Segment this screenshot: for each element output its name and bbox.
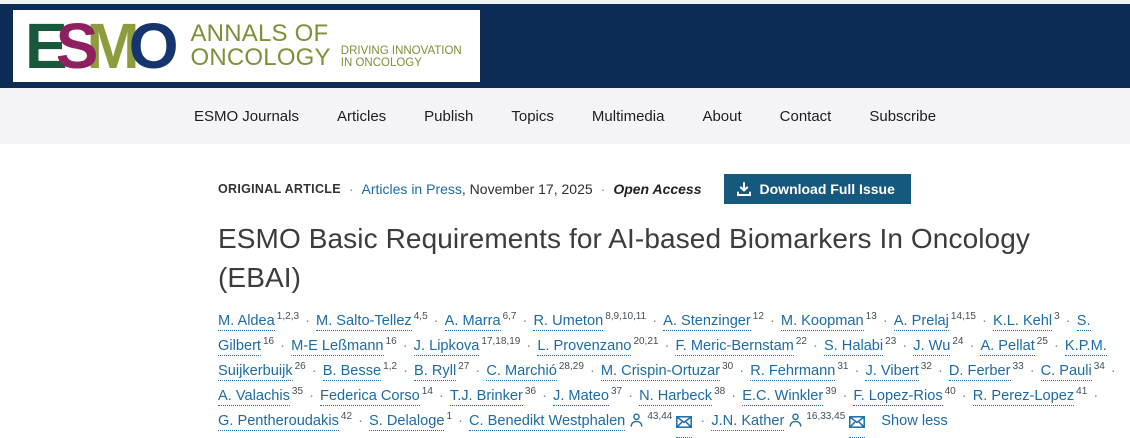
author-affiliation-superscript: 26 [294,361,306,373]
author-link[interactable]: K.P.M. Suijkerbuijk [218,338,1107,380]
journal-name [190,22,330,69]
author-entry [711,413,867,429]
author-entry [949,363,1024,379]
author-affiliation-superscript: 23 [885,336,897,348]
author-affiliation-superscript: 8,9,10,11 [605,311,647,323]
author-affiliation-superscript: 39 [825,386,837,398]
author-affiliation-superscript: 36 [524,386,537,398]
author-separator: · [957,388,971,405]
author-link[interactable]: M-E Leßmann [291,338,384,355]
author-link[interactable]: R. Umeton [533,313,604,330]
author-affiliation-superscript: 20,21 [633,336,659,348]
esmo-logo-letter: E [25,10,64,82]
author-entry [913,338,963,354]
author-entry [218,413,352,429]
articles-in-press-link[interactable]: Articles in Press [361,181,462,197]
author-link[interactable]: J. Mateo [553,388,609,405]
author-separator: · [354,413,367,430]
author-separator: · [696,413,710,430]
author-affiliation-superscript: 1,2 [383,361,398,373]
author-link[interactable]: J. Lipkova [413,338,480,355]
author-affiliation-superscript: 6,7 [502,311,517,323]
author-link[interactable]: A. Marra [444,313,501,330]
author-entry [445,313,517,329]
author-link[interactable]: C. Pauli [1040,363,1092,380]
author-affiliation-superscript: 12 [752,311,764,323]
nav-item-articles[interactable]: Articles [336,107,387,125]
nav-item-about[interactable]: About [702,107,742,125]
author-link[interactable]: J. Vibert [865,363,919,380]
author-affiliation-superscript: 41 [1076,386,1088,398]
author-affiliation-superscript: 24 [952,336,964,348]
author-entry [486,363,584,379]
author-affiliation-superscript: 30 [722,361,734,373]
author-affiliation-superscript: 14,15 [950,311,976,323]
author-separator: · [727,388,741,405]
author-link[interactable]: G. Pentheroudakis [218,413,339,430]
author-affiliation-superscript: 32 [920,361,932,373]
author-affiliation-superscript: 16,33,45 [806,411,846,423]
meta-separator: · [348,181,354,197]
author-separator: · [434,388,448,405]
author-link[interactable]: S. Gilbert [218,313,1091,355]
author-separator: · [1049,338,1063,355]
author-entry [320,388,433,404]
author-entry [993,313,1060,329]
author-entry [1041,363,1105,379]
nav-item-esmo-journals[interactable]: ESMO Journals [193,107,299,125]
author-separator: · [1106,363,1116,380]
nav-item-contact[interactable]: Contact [779,107,832,125]
nav-item-topics[interactable]: Topics [511,107,554,125]
author-link[interactable]: L. Provenzano [537,338,632,355]
esmo-logo-letter: S [55,10,95,82]
author-affiliation-superscript: 16 [385,336,397,348]
author-link[interactable]: N. Harbeck [639,388,713,405]
author-entry [291,338,397,354]
author-separator: · [307,363,321,380]
author-link[interactable]: A. Pellat [980,338,1035,355]
author-separator: · [977,313,991,330]
author-entry [980,338,1047,354]
author-entry [865,363,931,379]
author-affiliation-superscript: 42 [340,411,353,423]
author-separator: · [624,388,638,405]
esmo-logo-letter: M [86,10,136,82]
author-separator: · [965,338,979,355]
main-nav [0,88,1130,144]
author-link[interactable]: A. Stenzinger [663,313,751,330]
author-entry [973,388,1088,404]
journal-banner [0,4,1130,88]
author-separator: · [765,313,779,330]
download-icon [736,182,752,197]
author-separator: · [301,313,315,330]
author-affiliation-superscript: 4,5 [413,311,428,323]
author-separator: · [878,313,892,330]
author-separator: · [399,363,413,380]
esmo-logo [25,10,175,82]
author-entry [750,363,848,379]
author-link[interactable]: B. Besse [322,363,382,380]
author-link[interactable]: J.N. Kather [711,413,785,430]
author-profile-icon[interactable] [630,411,643,436]
nav-item-multimedia[interactable]: Multimedia [591,107,665,125]
open-access-badge: Open Access [613,181,702,197]
author-affiliation-superscript: 27 [458,361,470,373]
author-link[interactable]: M. Salto-Tellez [316,313,412,330]
author-entry [450,388,536,404]
author-affiliation-superscript: 33 [1012,361,1024,373]
author-entry [663,313,764,329]
author-link[interactable]: K.L. Kehl [992,313,1053,330]
author-separator: · [660,338,674,355]
article-meta-row [218,174,1116,204]
author-affiliation-superscript: 25 [1036,336,1048,348]
author-entry [824,338,896,354]
author-link[interactable]: R. Fehrmann [750,363,836,380]
author-separator: · [471,363,485,380]
author-separator: · [898,338,912,355]
author-entry [316,313,428,329]
journal-name-line1: ANNALS OF [190,20,329,48]
author-email-icon[interactable] [849,412,865,438]
author-link[interactable]: R. Perez-Lopez [972,388,1075,405]
author-separator: · [933,363,947,380]
author-entry [533,313,646,329]
author-affiliation-superscript: 34 [1093,361,1105,373]
author-affiliation-superscript: 43,44 [647,411,673,423]
author-link[interactable]: C. Marchió [486,363,557,380]
author-affiliation-superscript: 37 [610,386,623,398]
author-affiliation-superscript: 16 [262,336,275,348]
author-entry [894,313,976,329]
author-affiliation-superscript: 38 [714,386,726,398]
meta-separator: · [600,181,606,197]
publication-date: , November 17, 2025 [461,181,593,197]
journal-name-line2: ONCOLOGY [190,44,331,71]
author-link[interactable]: E.C. Winkler [742,388,824,405]
author-separator: · [735,363,749,380]
author-entry [853,388,955,404]
author-link[interactable]: Federica Corso [320,388,420,405]
journal-tagline [341,45,462,69]
author-affiliation-superscript: 3 [1054,311,1060,323]
author-affiliation-superscript: 1 [446,411,453,423]
author-separator: · [518,313,532,330]
author-entry [369,413,452,429]
author-link[interactable]: A. Valachis [218,388,290,405]
author-separator: · [1025,363,1039,380]
author-affiliation-superscript: 13 [865,311,877,323]
author-link[interactable]: C. Benedikt Westphalen [469,413,626,430]
article-type-label: ORIGINAL ARTICLE [218,182,341,196]
author-entry [537,338,658,354]
author-profile-icon[interactable] [789,411,802,436]
author-link[interactable]: B. Ryll [414,363,457,380]
tagline-line1: DRIVING INNOVATION [340,44,462,57]
author-list [218,309,1116,438]
author-entry [218,313,299,329]
author-link[interactable]: D. Ferber [948,363,1011,380]
author-entry [469,413,694,429]
author-email-icon[interactable] [676,412,692,438]
author-entry [742,388,836,404]
author-entry [414,363,469,379]
author-link[interactable]: T.J. Brinker [449,388,523,405]
show-less-link[interactable]: Show less [881,413,948,430]
author-entry [675,338,807,354]
author-link[interactable]: S. Halabi [823,338,884,355]
nav-item-publish[interactable]: Publish [424,107,474,125]
author-separator: · [648,313,662,330]
author-separator: · [454,413,467,430]
author-affiliation-superscript: 14 [421,386,433,398]
author-link[interactable]: A. Prelaj [893,313,949,330]
author-link[interactable]: S. Delaloge [369,413,445,430]
author-affiliation-superscript: 28,29 [558,361,584,373]
author-separator: · [538,388,551,405]
author-link[interactable]: F. Lopez-Rios [853,388,943,405]
nav-item-subscribe[interactable]: Subscribe [869,107,937,125]
author-entry [781,313,877,329]
author-link[interactable]: F. Meric-Bernstam [675,338,794,355]
author-separator: · [585,363,599,380]
author-affiliation-superscript: 1,2,3 [276,311,300,323]
author-separator: · [850,363,864,380]
author-separator: · [1089,388,1099,405]
author-entry [323,363,397,379]
author-affiliation-superscript: 22 [795,336,807,348]
author-separator: · [838,388,852,405]
author-separator: · [305,388,319,405]
author-entry [639,388,725,404]
author-separator: · [429,313,443,330]
author-entry [414,338,521,354]
author-separator: · [276,338,290,355]
author-affiliation-superscript: 40 [944,386,956,398]
journal-logo-box[interactable] [13,10,480,82]
author-entry [218,388,303,404]
author-entry [553,388,622,404]
download-full-issue-button[interactable] [724,174,911,204]
author-separator: · [398,338,412,355]
author-affiliation-superscript: 31 [837,361,849,373]
author-separator: · [522,338,536,355]
author-link[interactable]: M. Koopman [780,313,864,330]
author-entry [601,363,733,379]
esmo-logo-letter: O [128,10,175,82]
author-separator: · [808,338,822,355]
article-header [218,174,1116,438]
tagline-line2: IN ONCOLOGY [340,57,422,69]
author-link[interactable]: M. Crispin-Ortuzar [600,363,721,380]
author-link[interactable]: M. Aldea [218,313,275,330]
author-link[interactable]: J. Wu [913,338,951,355]
author-affiliation-superscript: 35 [291,386,304,398]
author-affiliation-superscript: 17,18,19 [481,336,521,348]
download-button-label: Download Full Issue [759,181,895,197]
author-separator: · [1061,313,1075,330]
article-title: ESMO Basic Requirements for AI-based Biomarkers In Oncology (EBAI) [218,223,1031,293]
